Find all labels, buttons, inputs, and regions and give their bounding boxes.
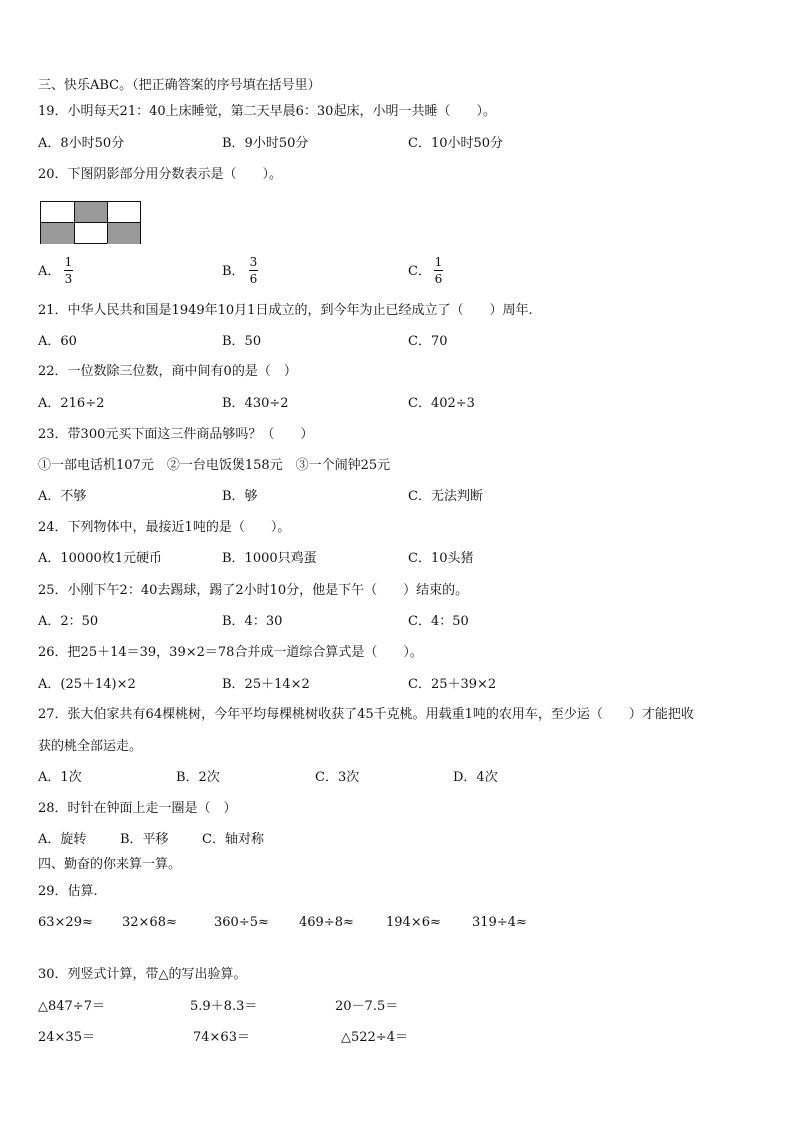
numerator: 3 [249,255,258,269]
section-3-heading: 三、快乐ABC。（把正确答案的序号填在括号里） [38,78,321,93]
q30-item: △847÷7＝ [38,999,105,1014]
q27-option-d[interactable]: D．4次 [453,770,498,785]
q27-stem-line2: 获的桃全部运走。 [38,739,143,754]
q24-option-a[interactable]: A．10000枚1元硬币 [38,551,163,566]
numerator: 1 [434,255,443,269]
q22-option-a[interactable]: A．216÷2 [38,396,105,411]
q21-option-c[interactable]: C．70 [408,334,448,349]
q30-stem: 30．列竖式计算，带△的写出验算。 [38,967,247,982]
denominator: 6 [434,272,443,286]
q23-items: ①一部电话机107元 ②一台电饭煲158元 ③一个闹钟25元 [38,458,391,473]
q20-option-c-label[interactable]: C． [408,264,431,279]
q27-option-b[interactable]: B．2次 [176,770,220,785]
q30-item: 74×63＝ [193,1030,250,1045]
q30-item: 24×35＝ [38,1030,95,1045]
numerator: 1 [64,255,73,269]
q23-stem: 23．带300元买下面这三件商品够吗？（ ） [38,427,314,442]
shaded-cell [41,223,74,244]
q23-option-a[interactable]: A．不够 [38,489,87,504]
q28-stem: 28．时针在钟面上走一圈是（ ） [38,801,237,816]
q24-stem: 24．下列物体中，最接近1吨的是（ ）。 [38,520,291,535]
q29-item: 319÷4≈ [472,915,527,930]
q29-item: 194×6≈ [386,915,441,930]
shaded-fraction-grid [40,201,141,244]
q26-option-a[interactable]: A．(25＋14)×2 [38,677,136,692]
q27-option-a[interactable]: A．1次 [38,770,82,785]
q28-option-c[interactable]: C．轴对称 [202,832,264,847]
denominator: 3 [64,272,73,286]
q29-item: 63×29≈ [38,915,93,930]
q20-option-a-label[interactable]: A． [38,264,61,279]
q24-option-c[interactable]: C．10头猪 [408,551,474,566]
q23-option-c[interactable]: C．无法判断 [408,489,483,504]
q19-option-c[interactable]: C．10小时50分 [408,136,504,151]
q26-option-b[interactable]: B．25＋14×2 [222,677,310,692]
q21-stem: 21．中华人民共和国是1949年10月1日成立的，到今年为止已经成立了（ ）周年. [38,303,533,318]
q29-item: 32×68≈ [122,915,177,930]
q26-option-c[interactable]: C．25＋39×2 [408,677,497,692]
q20-option-b-fraction[interactable] [249,255,258,286]
q27-stem-line1: 27．张大伯家共有64棵桃树，今年平均每棵桃树收获了45千克桃。用载重1吨的农用车，至少运（ ）才能把收 [38,707,694,722]
q22-option-b[interactable]: B．430÷2 [222,396,289,411]
q22-option-c[interactable]: C．402÷3 [408,396,475,411]
q30-item: 20－7.5＝ [335,999,399,1014]
q19-option-b[interactable]: B．9小时50分 [222,136,309,151]
q25-stem: 25．小刚下午2：40去踢球，踢了2小时10分，他是下午（ ）结束的。 [38,583,469,598]
q23-option-b[interactable]: B．够 [222,489,258,504]
q22-stem: 22．一位数除三位数，商中间有0的是（ ） [38,364,297,379]
q29-item: 360÷5≈ [214,915,269,930]
q19-stem: 19．小明每天21：40上床睡觉，第二天早晨6：30起床，小明一共睡（ ）。 [38,104,496,119]
q26-stem: 26．把25＋14＝39，39×2＝78合并成一道综合算式是（ ）。 [38,645,423,660]
q20-option-a-fraction[interactable] [64,255,73,286]
q25-option-c[interactable]: C．4：50 [408,614,469,629]
q29-stem: 29．估算. [38,884,98,899]
shaded-cell [74,202,107,223]
q25-option-b[interactable]: B．4：30 [222,614,283,629]
q24-option-b[interactable]: B．1000只鸡蛋 [222,551,317,566]
q28-option-a[interactable]: A．旋转 [38,832,87,847]
denominator: 6 [249,272,258,286]
q29-item: 469÷8≈ [299,915,354,930]
q21-option-b[interactable]: B．50 [222,334,262,349]
q30-item: △522÷4＝ [341,1030,408,1045]
q30-item: 5.9＋8.3＝ [190,999,258,1014]
section-4-heading: 四、勤奋的你来算一算。 [38,857,182,872]
q25-option-a[interactable]: A．2：50 [38,614,99,629]
q20-option-c-fraction[interactable] [434,255,443,286]
shaded-cell [107,223,140,244]
q19-option-a[interactable]: A．8小时50分 [38,136,125,151]
q20-option-b-label[interactable]: B． [222,264,245,279]
q20-stem: 20．下图阴影部分用分数表示是（ ）。 [38,167,283,182]
q28-option-b[interactable]: B．平移 [120,832,169,847]
q27-option-c[interactable]: C．3次 [315,770,360,785]
q21-option-a[interactable]: A．60 [38,334,77,349]
